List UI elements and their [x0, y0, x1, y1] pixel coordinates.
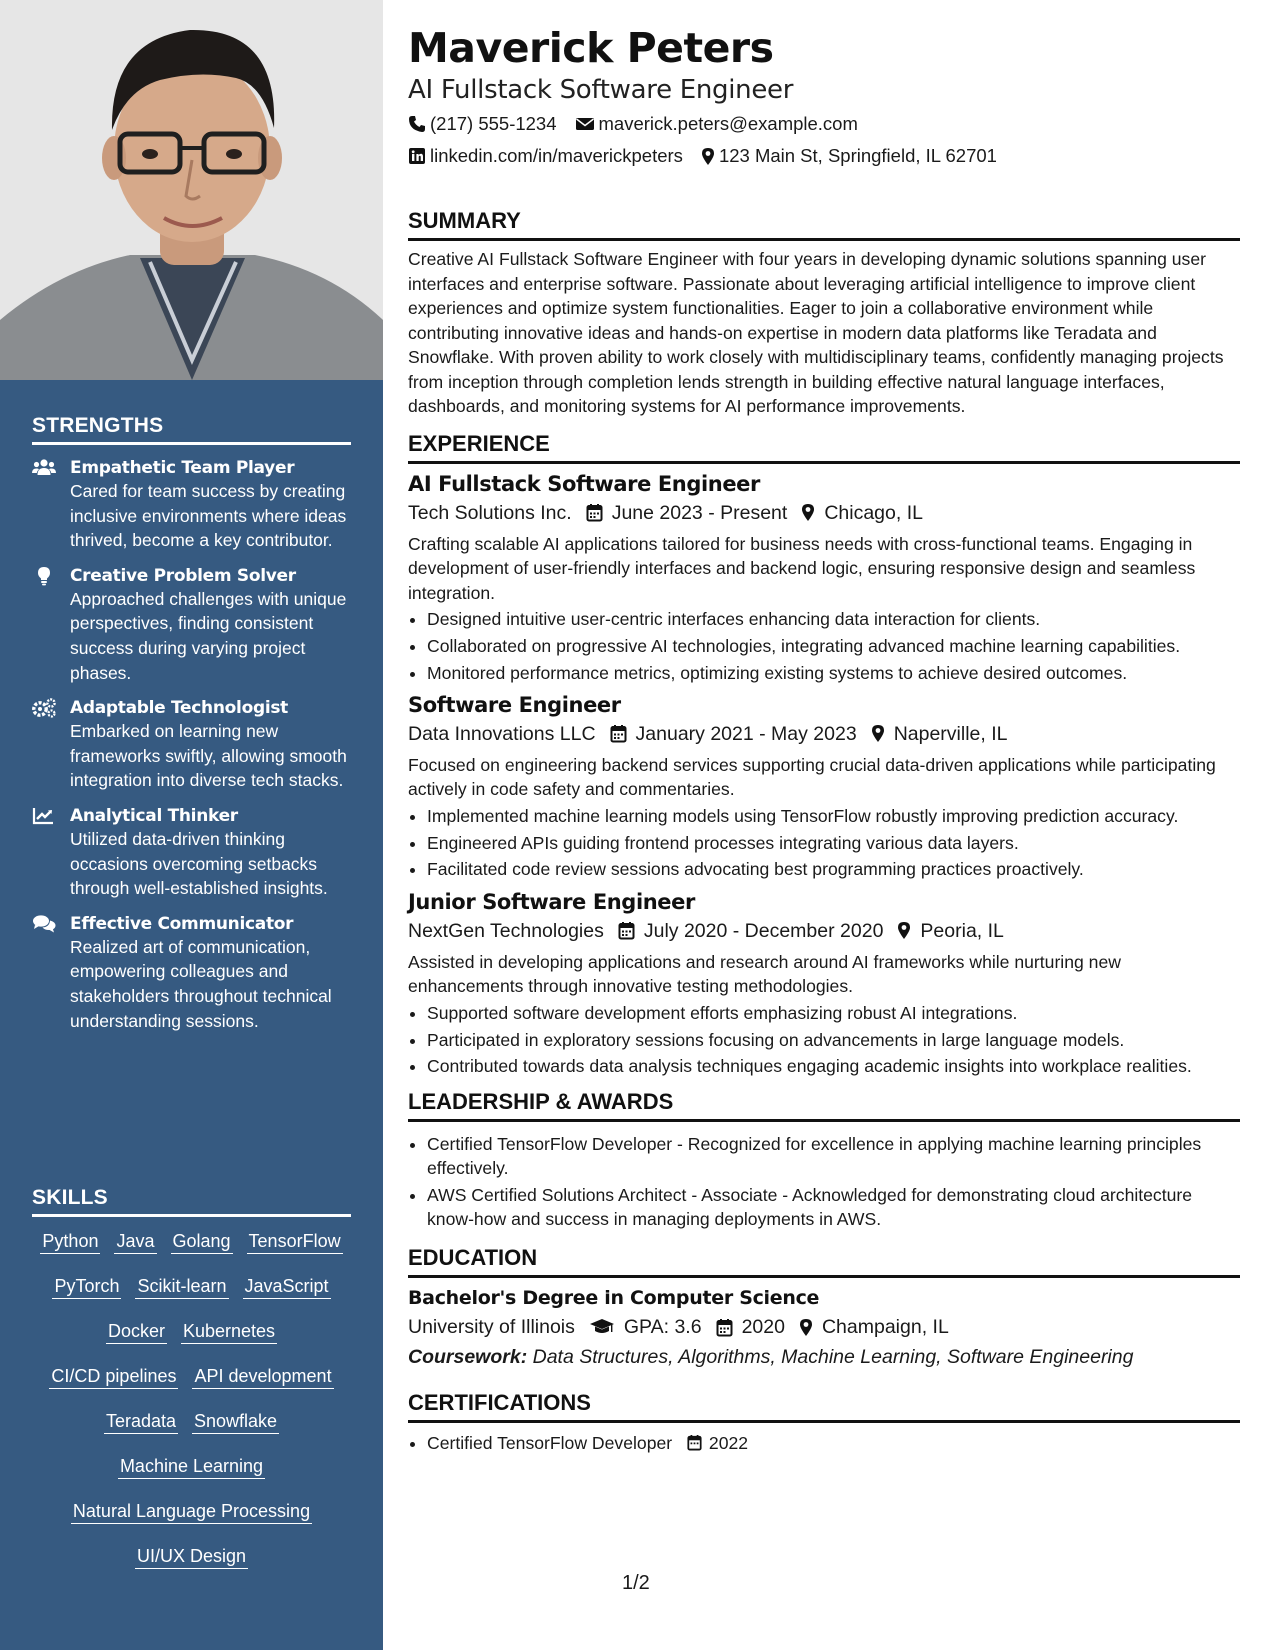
phone-text: (217) 555-1234 — [430, 113, 557, 134]
job-location: Chicago, IL — [824, 501, 923, 524]
job-dates-item — [618, 916, 884, 946]
strength-title: Adaptable Technologist — [70, 698, 288, 719]
skill-tag: Machine Learning — [118, 1454, 265, 1479]
experience-section — [408, 431, 1240, 1079]
strength-desc: Realized art of communication, empowering colleagues and stakeholders throughout technical understanding sessions. — [70, 936, 332, 1031]
users-icon — [32, 458, 56, 478]
job-entry — [408, 470, 1240, 685]
strength-item — [32, 697, 351, 793]
envelope-icon — [575, 116, 595, 132]
gpa-item — [589, 1312, 702, 1342]
candidate-headline: AI Fullstack Software Engineer — [408, 75, 794, 105]
job-company: Tech Solutions Inc. — [408, 501, 572, 524]
strengths-section — [32, 414, 351, 1033]
strengths-title: STRENGTHS — [32, 414, 351, 445]
skill-tag: Kubernetes — [181, 1319, 277, 1344]
strength-desc: Approached challenges with unique perspectives, finding consistent success during varying project phases. — [70, 588, 347, 683]
job-location: Peoria, IL — [920, 919, 1004, 942]
certification-name: Certified TensorFlow Developer — [427, 1433, 673, 1454]
candidate-name: Maverick Peters — [408, 24, 774, 72]
job-title: Junior Software Engineer — [408, 889, 695, 914]
skill-tag: Python — [40, 1229, 100, 1254]
job-bullets — [408, 607, 1240, 685]
contact-row — [408, 108, 1240, 140]
skill-tag: TensorFlow — [247, 1229, 343, 1254]
job-bullet: • Supported software development efforts emphasizing robust AI integrations. — [427, 1001, 1240, 1025]
sidebar — [0, 0, 383, 1650]
job-location: Naperville, IL — [893, 722, 1008, 745]
page-number: 1/2 — [622, 1572, 650, 1594]
strength-title: Creative Problem Solver — [70, 565, 296, 586]
skills-list — [32, 1229, 351, 1589]
job-title: AI Fullstack Software Engineer — [408, 471, 760, 496]
job-dates-item — [586, 498, 788, 528]
education-section — [408, 1245, 1240, 1372]
lightbulb-icon — [32, 566, 56, 586]
experience-title: EXPERIENCE — [408, 431, 1240, 464]
job-meta — [408, 916, 1240, 946]
school-name: University of Illinois — [408, 1316, 575, 1339]
job-bullet: • Monitored performance metrics, optimizing existing systems to achieve desired outcomes. — [427, 661, 1240, 685]
strength-item — [32, 805, 351, 901]
calendar-icon — [618, 921, 635, 940]
main-content — [408, 22, 1240, 1458]
map-marker-icon — [871, 724, 885, 743]
calendar-icon — [610, 724, 627, 743]
degree-title: Bachelor's Degree in Computer Science — [408, 1287, 820, 1310]
education-meta — [408, 1312, 1240, 1342]
job-bullets — [408, 1001, 1240, 1079]
awards-list — [408, 1132, 1240, 1232]
skill-tag: CI/CD pipelines — [49, 1364, 178, 1389]
email-item[interactable] — [575, 108, 858, 140]
strength-item — [32, 457, 351, 553]
job-entry — [408, 691, 1240, 882]
strength-desc: Embarked on learning new frameworks swiftly, allowing smooth integration into diverse tech stacks. — [70, 721, 347, 791]
map-marker-icon — [799, 1318, 813, 1337]
email-link[interactable]: maverick.peters@example.com — [598, 113, 858, 134]
edu-location: Champaign, IL — [821, 1316, 949, 1339]
job-bullet: • Facilitated code review sessions advocating best programming practices proactively. — [427, 857, 1240, 881]
certifications-section — [408, 1390, 1240, 1455]
contact-row — [408, 140, 1240, 172]
gears-icon — [32, 698, 56, 718]
awards-section — [408, 1089, 1240, 1232]
strength-title: Analytical Thinker — [70, 805, 238, 826]
strength-desc: Utilized data-driven thinking occasions overcoming setbacks through well-established insights. — [70, 828, 328, 899]
skill-tag: PyTorch — [52, 1274, 121, 1299]
job-company: Data Innovations LLC — [408, 722, 596, 745]
job-bullets — [408, 804, 1240, 882]
skill-tag: Golang — [171, 1229, 233, 1254]
phone-item — [408, 108, 557, 140]
education-title: EDUCATION — [408, 1245, 1240, 1278]
profile-photo — [0, 0, 383, 380]
skills-title: SKILLS — [32, 1186, 351, 1217]
calendar-icon — [586, 503, 603, 522]
skill-tag: Snowflake — [192, 1409, 279, 1434]
skill-tag: Java — [114, 1229, 156, 1254]
job-bullet: • Participated in exploratory sessions focusing on advancements in large language models. — [427, 1028, 1240, 1052]
skill-tag: Teradata — [104, 1409, 178, 1434]
coursework-list: Data Structures, Algorithms, Machine Learning, Software Engineering — [532, 1346, 1134, 1369]
strength-title: Effective Communicator — [70, 913, 294, 934]
address-text: 123 Main St, Springfield, IL 62701 — [718, 145, 997, 166]
strength-desc: Cared for team success by creating inclusive environments where ideas thrived, become a key contributor. — [70, 481, 347, 551]
job-description: Focused on engineering backend services supporting crucial data-driven applications while participating actively in code safety and commentaries. — [408, 754, 1216, 800]
summary-title: SUMMARY — [408, 208, 1240, 241]
skill-tag: UI/UX Design — [135, 1544, 248, 1569]
job-dates: July 2020 - December 2020 — [643, 919, 884, 942]
job-entry — [408, 888, 1240, 1079]
skill-tag: Natural Language Processing — [71, 1499, 312, 1524]
job-title: Software Engineer — [408, 692, 621, 717]
job-location-item — [897, 916, 1003, 946]
job-dates: January 2021 - May 2023 — [635, 722, 857, 745]
calendar-icon — [687, 1434, 702, 1451]
job-bullet: • Contributed towards data analysis techniques engaging academic insights into workplace realities. — [427, 1054, 1240, 1078]
coursework-label: Coursework: — [408, 1346, 528, 1369]
certification-year: 2022 — [708, 1433, 749, 1454]
job-meta — [408, 719, 1240, 749]
grad-year-item — [716, 1312, 785, 1342]
certification-item — [427, 1431, 1240, 1455]
award-item: • Certified TensorFlow Developer - Recognized for excellence in applying machine learning principles effectively. — [427, 1132, 1240, 1181]
skill-tag: Scikit-learn — [135, 1274, 228, 1299]
award-item: • AWS Certified Solutions Architect - Associate - Acknowledged for demonstrating cloud architecture know-how and success in managing deployments in AWS. — [427, 1183, 1240, 1232]
skill-tag: API development — [192, 1364, 333, 1389]
certifications-list — [408, 1431, 1240, 1455]
coursework — [408, 1342, 1240, 1372]
job-bullet: • Engineered APIs guiding frontend processes integrating various data layers. — [427, 831, 1240, 855]
linkedin-item[interactable] — [408, 140, 683, 172]
phone-icon — [408, 115, 426, 133]
skill-tag: JavaScript — [243, 1274, 331, 1299]
strength-title: Empathetic Team Player — [70, 458, 295, 478]
map-marker-icon — [897, 921, 911, 940]
strength-item — [32, 913, 351, 1033]
job-company: NextGen Technologies — [408, 919, 604, 942]
map-marker-icon — [801, 503, 815, 522]
grad-year: 2020 — [741, 1316, 785, 1339]
address-item — [701, 140, 997, 172]
skill-tag: Docker — [106, 1319, 167, 1344]
summary-text: Creative AI Fullstack Software Engineer with four years in developing dynamic solutions spanning user interfaces and enterprise software. Passionate about leveraging artificial intelligence to improve client experiences and optimize system functionalities. Eager to join a collaborative environment while contributing innovative ideas and hands-on expertise in modern data platforms like Teradata and Snowflake. With proven ability to work closely with multidisciplinary teams, confidently managing projects from inception through completion lends strength in building effective natural language interfaces, dashboards, and monitoring systems for AI performance improvements. — [408, 249, 1224, 416]
graduation-cap-icon — [589, 1318, 615, 1336]
job-description: Assisted in developing applications and research around AI frameworks while nurturing new enhancements through innovative testing methodologies. — [408, 951, 1121, 997]
gpa-text: GPA: 3.6 — [623, 1316, 702, 1339]
chart-line-icon — [32, 806, 56, 826]
job-bullet: • Implemented machine learning models using TensorFlow robustly improving prediction accuracy. — [427, 804, 1240, 828]
job-location-item — [871, 719, 1008, 749]
strength-item — [32, 565, 351, 685]
job-dates: June 2023 - Present — [611, 501, 788, 524]
linkedin-link[interactable]: linkedin.com/in/maverickpeters — [430, 145, 683, 166]
comments-icon — [32, 914, 56, 934]
job-dates-item — [610, 719, 857, 749]
job-description: Crafting scalable AI applications tailored for business needs with cross-functional teams. Engaging in development of user-friendly interfaces and backend logic, ensuring responsive design and seamless integration. — [408, 533, 1196, 603]
job-location-item — [801, 498, 923, 528]
calendar-icon — [716, 1318, 733, 1337]
job-meta — [408, 498, 1240, 528]
job-bullet: • Designed intuitive user-centric interfaces enhancing data interaction for clients. — [427, 607, 1240, 631]
awards-title: LEADERSHIP & AWARDS — [408, 1089, 1240, 1122]
job-bullet: • Collaborated on progressive AI technologies, integrating advanced machine learning capabilities. — [427, 634, 1240, 658]
summary-section — [408, 208, 1240, 419]
skills-section — [32, 1186, 351, 1589]
certifications-title: CERTIFICATIONS — [408, 1390, 1240, 1423]
edu-location-item — [799, 1312, 949, 1342]
linkedin-icon — [408, 147, 426, 165]
map-marker-icon — [701, 147, 715, 166]
